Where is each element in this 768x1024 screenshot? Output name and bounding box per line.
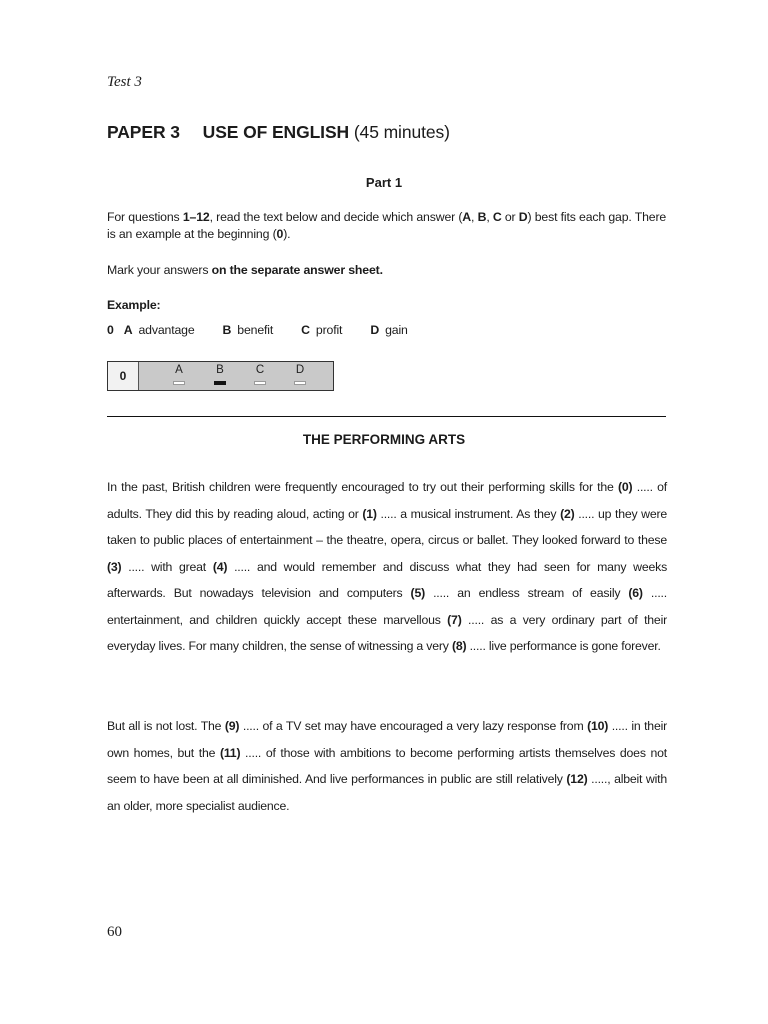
passage-text: ..... live performance is gone forever. bbox=[466, 639, 661, 653]
example-option-b: B benefit bbox=[222, 323, 274, 337]
passage-text: ..... in their own homes, but the bbox=[107, 719, 668, 760]
instr-text: ) best fits each gap. There is an example at the beginning ( bbox=[107, 210, 667, 241]
gap-number: (8) bbox=[451, 639, 467, 653]
passage-text: ..... an endless stream of easily bbox=[424, 586, 629, 600]
instr-text: , read the text below and decide which answer ( bbox=[209, 210, 463, 224]
instr-text: ). bbox=[283, 227, 291, 241]
passage-text: ..... of a TV set may have encouraged a very lazy response from bbox=[239, 719, 588, 733]
passage-paragraph-2 bbox=[107, 713, 667, 819]
example-answer-box bbox=[107, 361, 334, 391]
gap-number: (6) bbox=[628, 586, 643, 600]
answer-option-d: D bbox=[291, 364, 309, 385]
passage-text: But all is not lost. The bbox=[107, 719, 225, 733]
paper-title bbox=[107, 122, 450, 143]
gap-number: (7) bbox=[447, 612, 462, 627]
instr-option: B bbox=[477, 210, 487, 224]
example-number: 0 bbox=[107, 323, 114, 337]
instr-text: For questions bbox=[107, 210, 183, 224]
instr-text: , bbox=[471, 210, 478, 224]
gap-number: (2) bbox=[560, 506, 575, 521]
example-option-c: C profit bbox=[301, 323, 343, 337]
instr-range: 1–12 bbox=[182, 210, 210, 224]
answer-box-options bbox=[139, 362, 333, 390]
paper-number: PAPER 3 bbox=[107, 122, 180, 142]
mark-text: Mark your answers bbox=[107, 263, 212, 277]
instr-option: C bbox=[492, 210, 502, 224]
paper-time: (45 minutes) bbox=[353, 122, 450, 142]
gap-number: (1) bbox=[362, 506, 377, 521]
gap-number: (5) bbox=[410, 586, 425, 600]
instr-text: , bbox=[486, 210, 493, 224]
passage-text: In the past, British children were frequently encouraged to try out their performing skills for the bbox=[107, 480, 618, 494]
answer-box-number: 0 bbox=[108, 362, 139, 390]
passage-paragraph-1 bbox=[107, 474, 667, 660]
running-head: Test 3 bbox=[107, 74, 142, 90]
instr-option: A bbox=[462, 210, 472, 224]
passage-text: ..... up they were taken to public places of entertainment – the theatre, opera, circus or ballet. They looked forward to these bbox=[107, 506, 668, 547]
answer-option-a: A bbox=[170, 364, 188, 385]
gap-number: (4) bbox=[212, 559, 228, 574]
passage-text: ..... and would remember and discuss what they had seen for many weeks afterwards. But nowadays television and computers bbox=[107, 559, 668, 600]
passage-text: ..... entertainment, and children quickly accept these marvellous bbox=[107, 586, 667, 627]
text-title: THE PERFORMING ARTS bbox=[302, 432, 466, 447]
gap-number: (11) bbox=[219, 745, 241, 760]
answer-mark-d bbox=[294, 381, 306, 385]
example-options bbox=[107, 322, 436, 339]
example-option-a: A advantage bbox=[123, 323, 195, 337]
passage-text: ..... as a very ordinary part of their everyday lives. For many children, the sense of witnessing a very bbox=[107, 612, 667, 653]
answer-option-c: C bbox=[251, 364, 269, 385]
instr-option: D bbox=[518, 210, 528, 224]
instructions bbox=[107, 209, 667, 243]
page-number: 60 bbox=[107, 924, 122, 940]
passage-text: ..... of those with ambitions to become performing artists themselves does not seem to have been at all diminished. And live performances in public are still relatively bbox=[107, 745, 667, 786]
answer-mark-a bbox=[173, 381, 185, 385]
answer-option-b: B bbox=[211, 364, 229, 385]
passage-text: ..... a musical instrument. As they bbox=[376, 506, 561, 521]
gap-number: (12) bbox=[566, 772, 588, 786]
paper-name: USE OF ENGLISH bbox=[202, 122, 350, 142]
gap-number: (0) bbox=[617, 480, 633, 494]
answer-mark-c bbox=[254, 381, 266, 385]
passage-text: ....., albeit with an older, more specialist audience. bbox=[107, 772, 667, 813]
part-heading: Part 1 bbox=[365, 175, 403, 190]
instr-text: or bbox=[501, 210, 519, 224]
answer-mark-b bbox=[214, 381, 226, 385]
passage-text: ..... of adults. They did this by reading aloud, acting or bbox=[107, 480, 668, 521]
gap-number: (9) bbox=[224, 719, 240, 733]
gap-number: (3) bbox=[107, 559, 122, 574]
passage-text: ..... with great bbox=[121, 559, 213, 574]
instr-example-num: 0 bbox=[276, 227, 284, 241]
example-option-d: D gain bbox=[370, 323, 408, 337]
gap-number: (10) bbox=[587, 719, 609, 733]
section-divider bbox=[107, 416, 666, 417]
example-label: Example: bbox=[107, 298, 161, 312]
mark-answers-note bbox=[107, 262, 383, 279]
mark-emphasis: on the separate answer sheet. bbox=[211, 263, 383, 277]
